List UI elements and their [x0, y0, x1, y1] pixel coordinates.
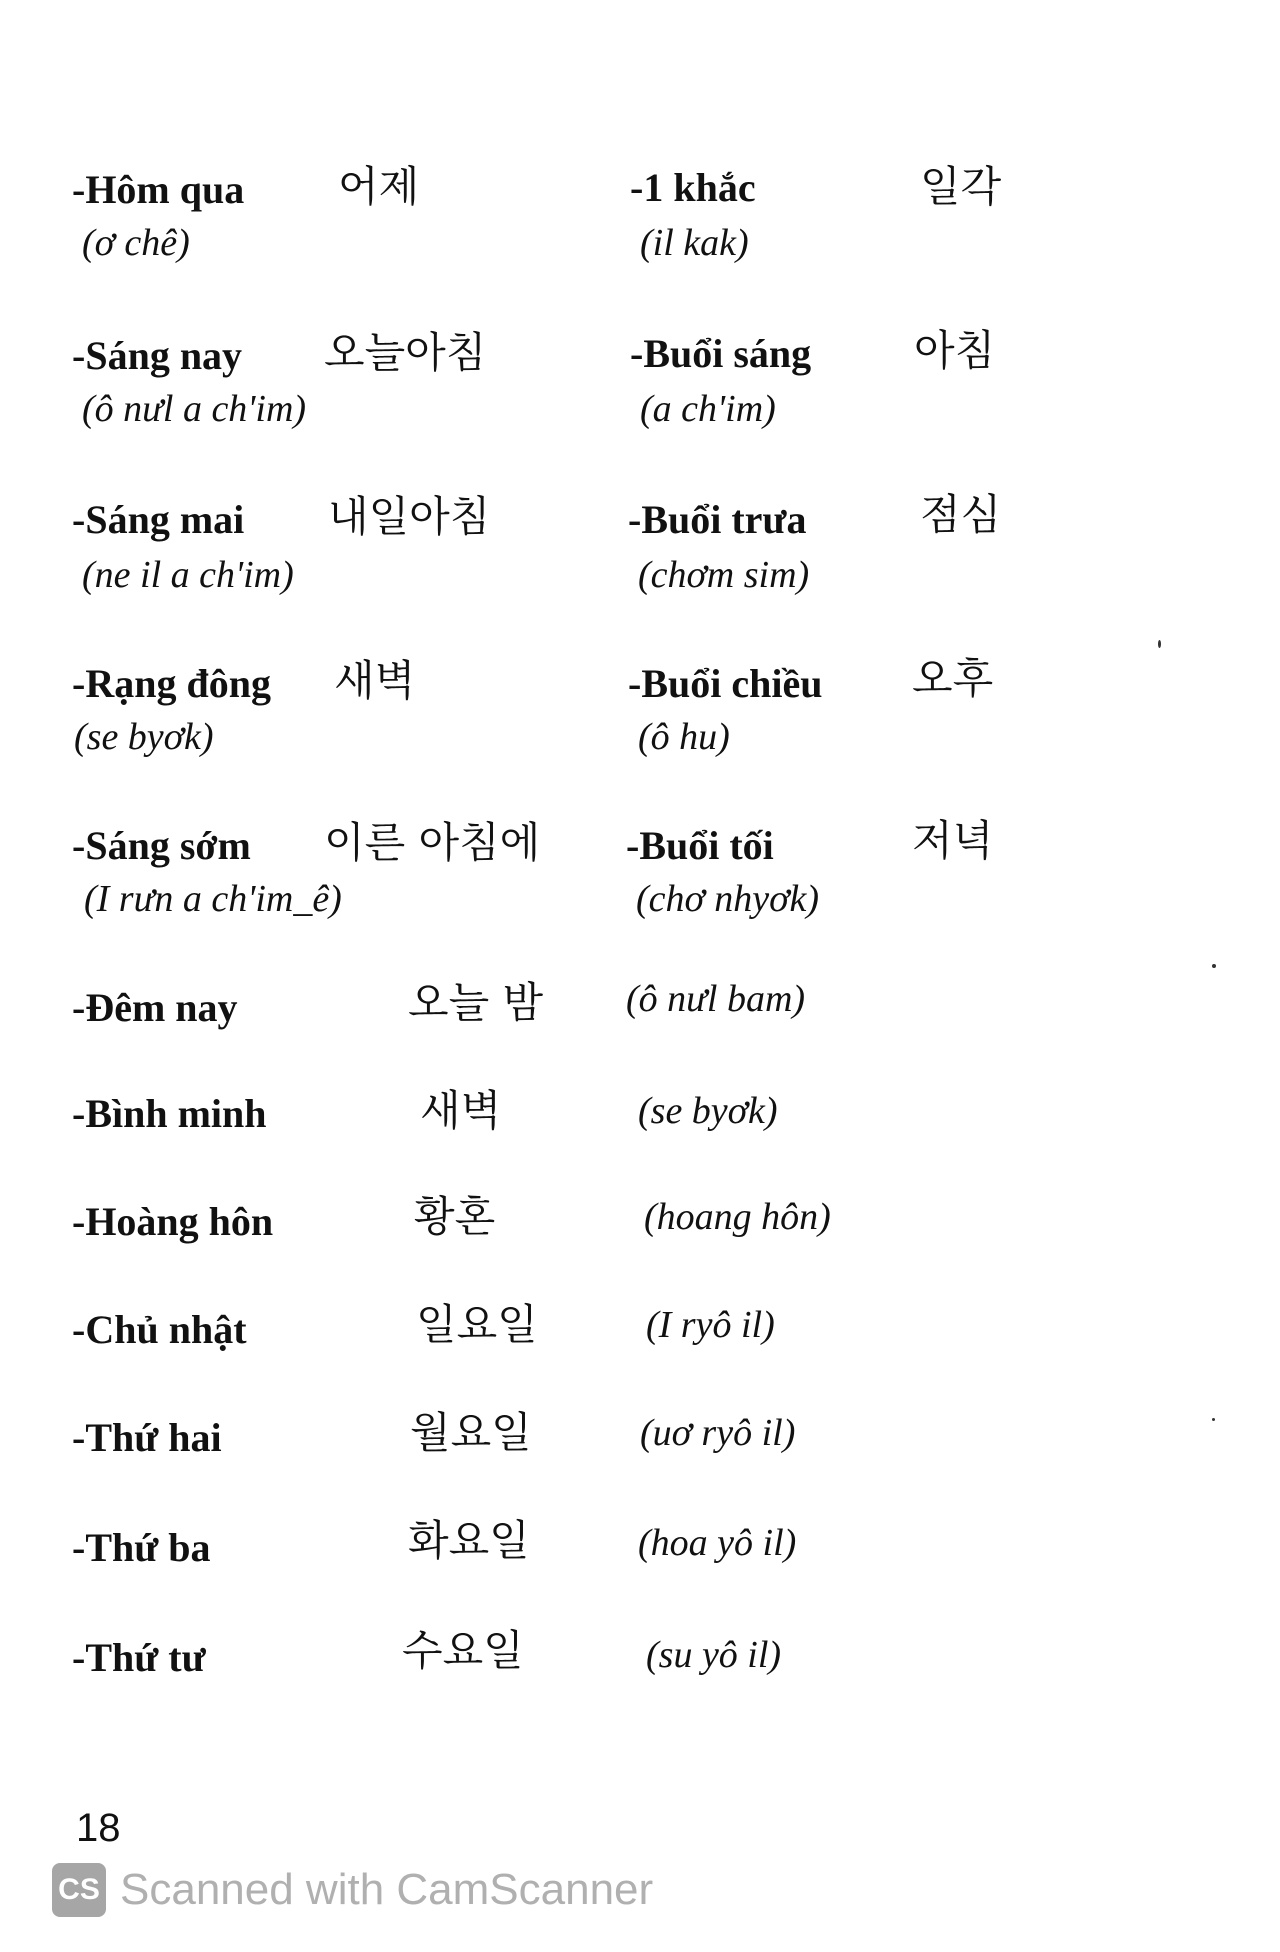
term-pron: (a ch'im)	[640, 388, 776, 430]
camscanner-watermark	[52, 1860, 653, 1920]
term-ko: 수요일	[402, 1626, 524, 1675]
term-vi: -Hoàng hôn	[72, 1199, 274, 1244]
scan-speck	[1212, 964, 1216, 968]
term-pron: (ô nưl bam)	[626, 978, 806, 1020]
term-pron: (hoa yô il)	[638, 1522, 797, 1564]
term-vi: -Bình minh	[72, 1091, 267, 1136]
term-ko: 이른 아침에	[324, 818, 541, 867]
term-pron: (ô hu)	[638, 716, 730, 758]
term-ko: 오늘아침	[324, 328, 487, 377]
term-pron: (chơm sim)	[638, 554, 810, 596]
term-vi: -Buổi sáng	[630, 331, 812, 376]
term-ko: 저녁	[912, 816, 994, 865]
term-ko: 일요일	[416, 1300, 538, 1349]
term-pron: (uơ ryô il)	[640, 1412, 796, 1454]
term-ko: 아침	[914, 326, 996, 375]
term-pron: (ô nưl a ch'im)	[82, 388, 307, 430]
term-vi: -Sáng sớm	[72, 823, 251, 868]
term-vi: -Đêm nay	[72, 985, 238, 1030]
term-vi: -Buổi tối	[626, 823, 774, 868]
term-ko: 새벽	[334, 656, 416, 705]
term-vi: -Sáng mai	[72, 497, 245, 542]
term-ko: 일각	[920, 162, 1002, 211]
term-vi: -1 khắc	[630, 165, 756, 210]
term-pron: (ơ chê)	[82, 222, 190, 264]
term-vi: -Thứ tư	[72, 1635, 206, 1680]
camscanner-logo-icon: CS	[52, 1863, 106, 1917]
term-vi: -Hôm qua	[72, 167, 245, 212]
term-vi: -Thứ hai	[72, 1415, 222, 1460]
term-vi: -Buổi trưa	[628, 497, 807, 542]
term-vi: -Buổi chiều	[628, 661, 823, 706]
term-ko: 화요일	[408, 1516, 530, 1565]
scan-speck	[1212, 1418, 1215, 1421]
term-ko: 오늘 밤	[408, 978, 544, 1027]
term-pron: (I rưn a ch'im_ê)	[84, 878, 342, 920]
term-pron: (ne il a ch'im)	[82, 554, 294, 596]
scan-speck	[1158, 640, 1161, 648]
watermark-text: Scanned with CamScanner	[120, 1865, 654, 1914]
term-ko: 오후	[912, 654, 994, 703]
term-pron: (chơ nhyơk)	[636, 878, 819, 920]
term-ko: 월요일	[410, 1408, 532, 1457]
term-pron: (I ryô il)	[646, 1304, 775, 1346]
term-ko: 점심	[920, 490, 1002, 539]
page-number: 18	[76, 1806, 121, 1850]
term-ko: 황혼	[414, 1192, 496, 1241]
term-pron: (se byơk)	[74, 716, 214, 758]
term-ko: 내일아침	[328, 492, 491, 541]
term-vi: -Rạng đông	[72, 661, 271, 706]
term-vi: -Chủ nhật	[72, 1307, 247, 1352]
term-pron: (su yô il)	[646, 1634, 782, 1676]
term-vi: -Thứ ba	[72, 1525, 211, 1570]
term-pron: (il kak)	[640, 222, 749, 264]
term-pron: (se byơk)	[638, 1090, 778, 1132]
term-ko: 새벽	[420, 1086, 502, 1135]
term-vi: -Sáng nay	[72, 333, 243, 378]
term-ko: 어제	[338, 162, 420, 211]
term-pron: (hoang hôn)	[644, 1196, 831, 1238]
